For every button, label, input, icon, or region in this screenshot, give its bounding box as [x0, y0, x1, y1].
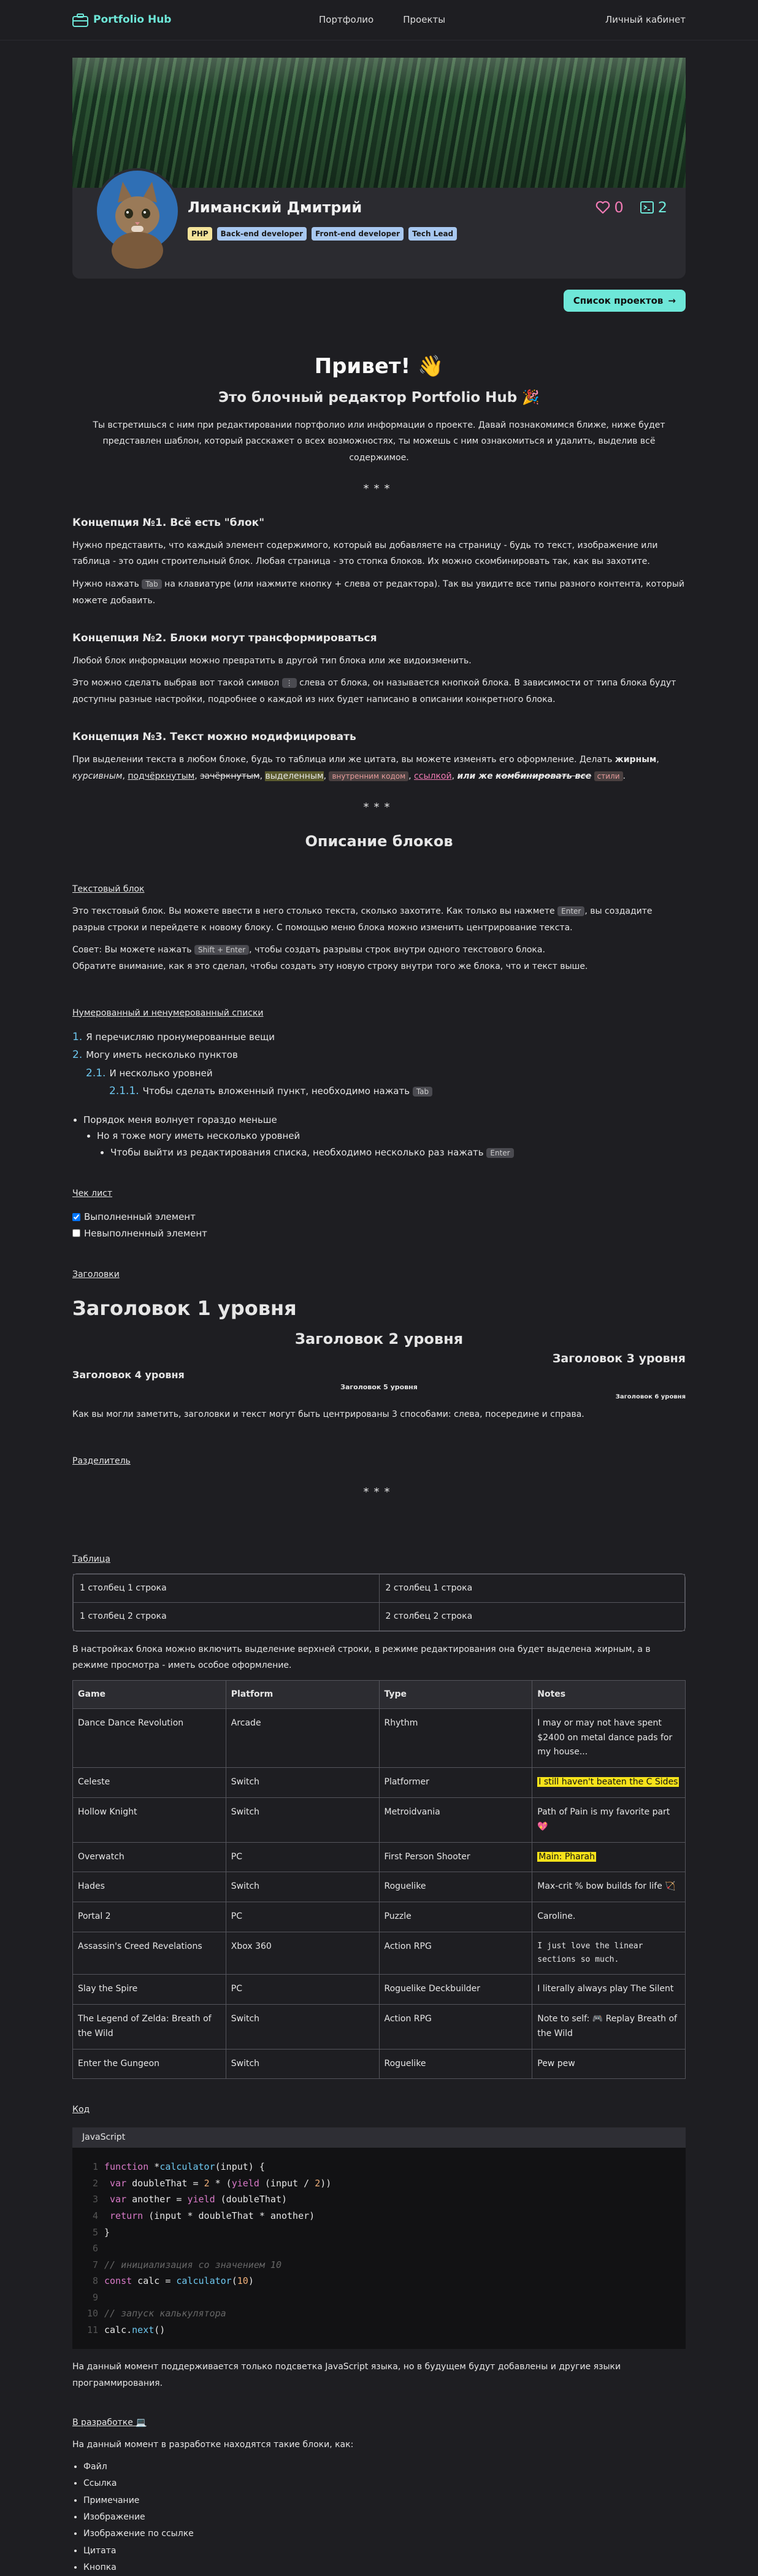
list-item: 2. Могу иметь несколько пунктов [72, 1049, 238, 1061]
table-row: Hollow Knight Switch Metroidvania Path of Pain is my favorite part 💖 [73, 1797, 686, 1842]
top-nav [0, 0, 758, 40]
likes-count: 0 [614, 199, 624, 216]
table-row: 1 столбец 2 строка 2 столбец 2 строка [74, 1602, 685, 1630]
tab-key: Tab [142, 579, 161, 589]
terminal-icon [640, 201, 654, 214]
heading-3: Заголовок 3 уровня [552, 1352, 686, 1365]
table-header-row: Game Platform Type Notes [73, 1680, 686, 1708]
concept1-title: Концепция №1. Всё есть "блок" [72, 517, 265, 530]
editor-content[interactable] [72, 351, 686, 2576]
text-block-title: Текстовый блок [72, 884, 145, 895]
text-block-p3: Обратите внимание, как я это сделал, чтобы создать эту новую строку внутри того же блока, что и текст выше. [72, 961, 588, 971]
list-item: • Цитата [83, 2543, 686, 2559]
table-row: 1 столбец 1 строка 2 столбец 1 строка [74, 1574, 685, 1602]
heading-5: Заголовок 5 уровня [340, 1382, 418, 1391]
list-item: • Изображение по ссылке [83, 2526, 686, 2542]
code-block[interactable] [72, 2127, 686, 2349]
unordered-list [72, 1113, 686, 1160]
text-block-p1: Это текстовый блок. Вы можете ввести в него столько текста, сколько захотите. Как только вы нажмете Enter , вы создадите разрыв строки и перейдете к новому блоку. С помощью меню блока можно изменить центрирование текста. [72, 906, 653, 933]
blocks-description-title: Описание блоков [305, 833, 453, 850]
subtitle-heading: Это блочный редактор Portfolio Hub 🎉 [218, 390, 540, 406]
tag-php: PHP [188, 227, 212, 241]
code-language[interactable]: JavaScript [72, 2127, 686, 2148]
table-row: Hades Switch Roguelike Max-crit % bow builds for life 🏹 [73, 1872, 686, 1902]
dev-title: В разработке 💻 [72, 2417, 147, 2428]
code-body[interactable]: 1 function *calculator(input) { 2 var doubleThat = 2 * (yield (input / 2)) 3 var another = yield (doubleThat) 4 return (input * doubleThat * another) 5 } 6 7 // инициализация со значением 10 8 const calc = calculator(10) 9 10 // запуск калькулятора 11 calc.next() [72, 2148, 686, 2349]
table-title: Таблица [72, 1554, 110, 1564]
dev-list [72, 2459, 686, 2576]
logo-text: Portfolio Hub [93, 13, 172, 26]
list-item: 2.1. И несколько уровней [86, 1066, 213, 1079]
dev-intro: На данный момент в разработке находятся такие блоки, как: [72, 2439, 354, 2450]
list-item: • Чтобы выйти из редактирования списка, необходимо несколько раз нажать Enter [110, 1146, 686, 1160]
list-item: • Но я тоже могу иметь несколько уровней [97, 1129, 686, 1143]
code-note: На данный момент поддерживается только подсветка JavaScript языка, но в будущем будут добавлены и другие языки программирования. [72, 2362, 621, 2388]
tag-frontend: Front-end developer [312, 227, 404, 241]
checkbox-checked[interactable] [72, 1213, 80, 1221]
heading-1: Заголовок 1 уровня [72, 1297, 297, 1320]
ordered-list [72, 1030, 686, 1100]
table-row: Overwatch PC First Person Shooter Main: Pharah [73, 1842, 686, 1872]
divider-3: *** [363, 1485, 395, 1498]
heart-icon [595, 201, 610, 214]
checklist-item-done[interactable]: Выполненный элемент [72, 1210, 686, 1224]
table-row: Slay the Spire PC Roguelike Deckbuilder I literally always play The Silent [73, 1975, 686, 2005]
arrow-right-icon: → [668, 295, 676, 306]
list-item: 2.1.1. Чтобы сделать вложенный пункт, необходимо нажать Tab [72, 1084, 686, 1100]
list-item: 1. Я перечисляю пронумерованные вещи [72, 1030, 275, 1043]
profile-card [72, 58, 686, 279]
games-table [72, 1680, 686, 2080]
projects-count: 2 [657, 199, 667, 216]
concept3-title: Концепция №3. Текст можно модифицировать [72, 731, 356, 744]
list-item: • Файл [83, 2459, 686, 2475]
table-row: Portal 2 PC Puzzle Caroline. [73, 1902, 686, 1932]
concept1-text-2: Нужно нажать Tab на клавиатуре (или нажмите кнопку + слева от редактора). Так вы увидите все типы разного контента, который можете добавить. [72, 579, 684, 606]
cat-avatar-image [101, 178, 174, 252]
list-item: • Изображение [83, 2509, 686, 2526]
text-block-p2: Совет: Вы можете нажать Shift + Enter , чтобы создать разрывы строк внутри одного текстового блока. [72, 945, 545, 955]
divider-2: *** [363, 801, 395, 814]
profile-tags [188, 227, 457, 241]
hello-heading: Привет! 👋 [314, 354, 444, 379]
logo[interactable] [72, 12, 171, 28]
list-item: • Ссылка [83, 2475, 686, 2492]
block-menu-icon: ⋮ [282, 678, 297, 688]
projects-stat[interactable] [640, 196, 667, 218]
tag-backend: Back-end developer [217, 227, 307, 241]
tag-techlead: Tech Lead [408, 227, 457, 241]
briefcase-icon [72, 13, 88, 27]
concept2-text: Любой блок информации можно превратить в другой тип блока или же видоизменить. [72, 655, 472, 666]
concept2-title: Концепция №2. Блоки могут трансформироваться [72, 632, 377, 645]
nav-projects[interactable]: Проекты [403, 14, 446, 26]
table-row: Assassin's Creed Revelations Xbox 360 Action RPG I just love the linear sections so much. [73, 1932, 686, 1974]
divider-1: *** [363, 482, 395, 496]
profile-banner [72, 58, 686, 188]
heading-6: Заголовок 6 уровня [615, 1394, 686, 1400]
list-item: • Порядок меня волнует гораздо меньше [83, 1113, 686, 1127]
headings-title: Заголовки [72, 1270, 120, 1279]
intro-text: Ты встретишься с ним при редактировании портфолио или информации о проекте. Давай познакомимся ближе, ниже будет представлен шаблон, который расскажет о всех возможностях, ты можешь с ним ознакомиться и удалить, выделив всё содержимое. [93, 420, 665, 463]
list-item: • Кнопка [83, 2559, 686, 2576]
table-row: The Legend of Zelda: Breath of the Wild Switch Action RPG Note to self: 🎮 Replay Breath of the Wild [73, 2004, 686, 2049]
table-row: Dance Dance Revolution Arcade Rhythm I may or may not have spent $2400 on metal dance pads for my house... [73, 1708, 686, 1767]
project-list-button[interactable] [564, 290, 686, 312]
nav-portfolio[interactable]: Портфолио [319, 14, 374, 26]
concept1-text: Нужно представить, что каждый элемент содержимого, который вы добавляете на страницу - будь то текст, изображение или таблица - это один строительный блок. Любая страница - это стопка блоков. Их можно скомбинировать так, как вы захотите. [72, 540, 658, 567]
concept2-text-2: Это можно сделать выбрав вот такой символ ⋮ слева от блока, он называется кнопкой блока. В зависимости от типа блока будут доступны разные настройки, подробнее о каждой из них будет написано в описании конкретного блока. [72, 678, 676, 704]
headings-note: Как вы могли заметить, заголовки и текст могут быть центрированы 3 способами: слева, посередине и справа. [72, 1409, 584, 1419]
simple-table [72, 1573, 686, 1632]
heading-4: Заголовок 4 уровня [72, 1368, 185, 1381]
avatar [94, 168, 180, 254]
lists-title: Нумерованный и ненумерованный списки [72, 1008, 264, 1018]
code-title: Код [72, 2105, 90, 2115]
concept3-text: При выделении текста в любом блоке, будь то таблица или же цитата, вы можете изменять его оформление. Делать жирным, курсивным, подчёркнутым, зачёркнутым, выделенным, внутренним кодом , ссылкой, или же комбинировать все стили . [72, 754, 659, 781]
project-list-label: Список проектов [573, 295, 664, 306]
likes-stat[interactable] [595, 196, 623, 218]
table-note: В настройках блока можно включить выделение верхней строки, в режиме редактирования она будет выделена жирным, а в режиме просмотра - иметь особое оформление. [72, 1644, 651, 1671]
checkbox-unchecked[interactable] [72, 1229, 80, 1237]
divider-title: Разделитель [72, 1456, 131, 1466]
checklist-item-todo[interactable]: Невыполненный элемент [72, 1227, 686, 1241]
table-row: Enter the Gungeon Switch Roguelike Pew pew [73, 2049, 686, 2079]
checklist-title: Чек лист [72, 1189, 113, 1198]
profile-name: Лиманский Дмитрий [188, 199, 362, 216]
heading-2: Заголовок 2 уровня [294, 1330, 464, 1348]
list-item: • Примечание [83, 2493, 686, 2509]
nav-cabinet[interactable]: Личный кабинет [605, 14, 686, 26]
table-row: Celeste Switch Platformer I still haven't beaten the C Sides [73, 1768, 686, 1798]
